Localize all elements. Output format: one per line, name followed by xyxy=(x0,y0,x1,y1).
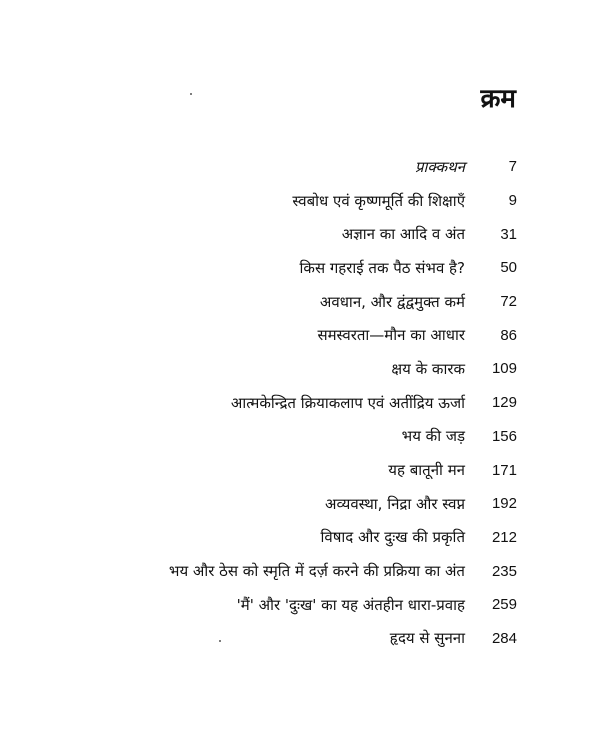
ink-speck xyxy=(190,93,192,95)
toc-entry-page: 235 xyxy=(491,562,517,580)
toc-entry xyxy=(0,588,600,622)
toc-entry-title: यह बातूनी मन xyxy=(388,461,465,480)
toc-entry xyxy=(0,352,600,386)
toc-entry xyxy=(0,184,600,218)
toc-entry-title: अज्ञान का आदि व अंत xyxy=(341,225,465,244)
toc-entry xyxy=(0,622,600,656)
toc-entry xyxy=(0,285,600,319)
toc-entry-title: स्वबोध एवं कृष्णमूर्ति की शिक्षाएँ xyxy=(292,191,465,210)
toc-entry-page: 109 xyxy=(491,360,517,378)
toc-entry-title: भय की जड़ xyxy=(401,427,465,446)
toc-entry xyxy=(0,487,600,521)
toc-entry-page: 72 xyxy=(500,293,517,311)
toc-entry-page: 259 xyxy=(491,596,517,614)
toc-entry xyxy=(0,386,600,420)
toc-entry xyxy=(0,217,600,251)
toc-entry-page: 9 xyxy=(508,192,517,210)
toc-entry xyxy=(0,453,600,487)
toc-entry-page: 7 xyxy=(508,158,517,176)
toc-entry xyxy=(0,554,600,588)
toc-entry-title: विषाद और दुःख की प्रकृति xyxy=(320,528,465,547)
toc-entry-page: 171 xyxy=(491,461,517,479)
toc-entry xyxy=(0,150,600,184)
toc-entry xyxy=(0,521,600,555)
toc-entry-page: 156 xyxy=(491,427,517,445)
toc-entry-title: अव्यवस्था, निद्रा और स्वप्न xyxy=(325,494,465,513)
toc-entry-page: 284 xyxy=(491,629,517,647)
toc-entry-title: हृदय से सुनना xyxy=(389,629,465,648)
toc-entry xyxy=(0,420,600,454)
toc-entry-page: 31 xyxy=(500,225,517,243)
toc-entry-title: अवधान, और द्वंद्वमुक्त कर्म xyxy=(319,292,465,311)
toc-entry-title: आत्मकेन्द्रित क्रियाकलाप एवं अतींद्रिय ऊर्जा xyxy=(230,393,465,412)
toc-entry xyxy=(0,318,600,352)
toc-entry-title: किस गहराई तक पैठ संभव है? xyxy=(299,258,465,277)
toc-entry-page: 129 xyxy=(491,394,517,412)
toc-entry-page: 50 xyxy=(500,259,517,277)
toc-entry-page: 192 xyxy=(491,495,517,513)
toc-entry-title: 'मैं' और 'दुःख' का यह अंतहीन धारा-प्रवाह xyxy=(236,595,465,614)
toc-entry-title: भय और ठेस को स्मृति में दर्ज़ करने की प्रक्रिया का अंत xyxy=(168,562,465,581)
toc-entry-title: समस्वरता—मौन का आधार xyxy=(317,326,465,345)
page-title: क्रम xyxy=(480,84,516,114)
toc-entry-title: क्षय के कारक xyxy=(391,359,465,378)
toc-entry-page: 86 xyxy=(500,326,517,344)
toc-entry-page: 212 xyxy=(491,528,517,546)
toc-entry xyxy=(0,251,600,285)
table-of-contents xyxy=(0,150,600,655)
toc-entry-title: प्राक्कथन xyxy=(414,157,465,176)
